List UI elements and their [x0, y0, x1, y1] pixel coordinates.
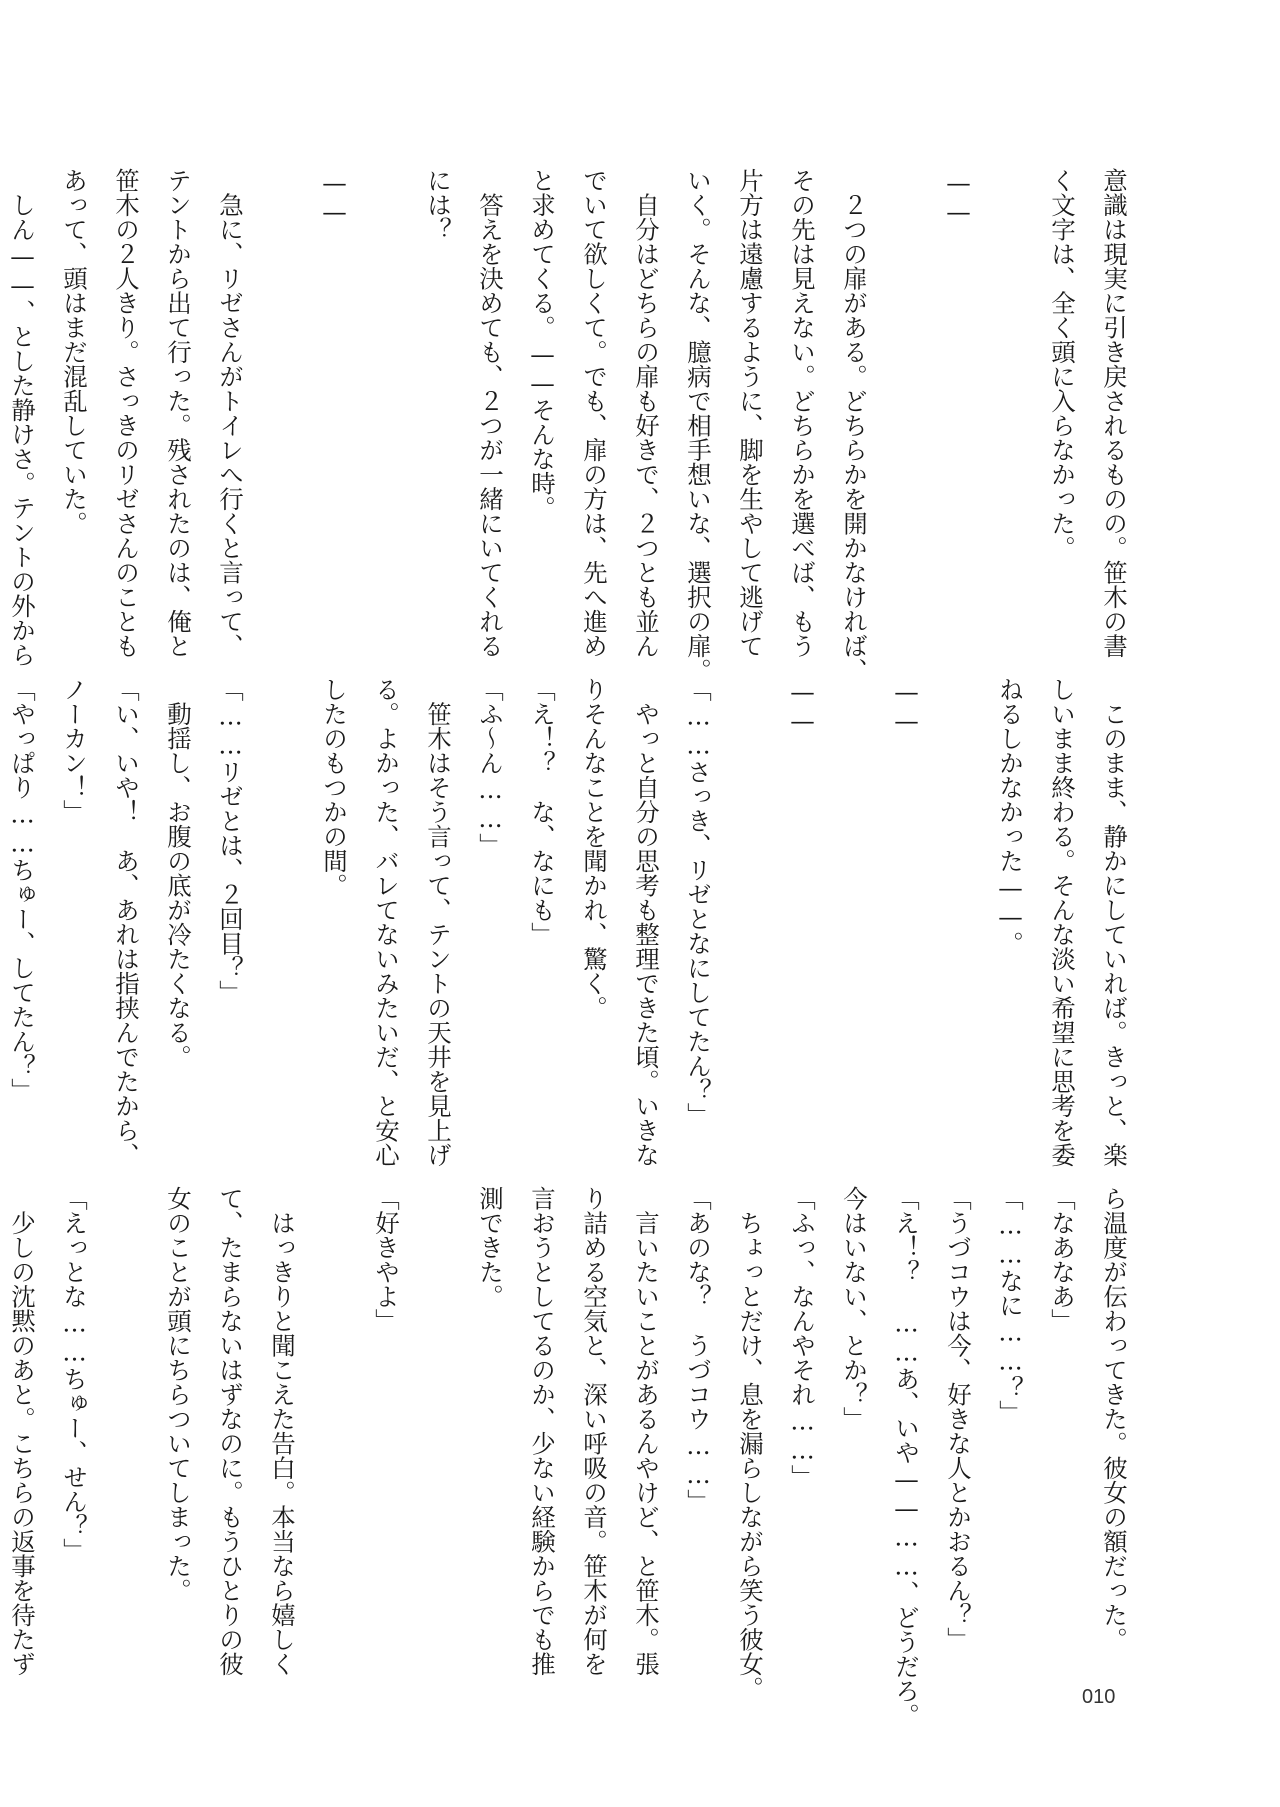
text-line: ノーカン！」 [60, 677, 89, 824]
blank-line [100, 1186, 152, 1648]
text-line: 「……リゼとは、２回目？」 [216, 677, 245, 1005]
text-line: 「ふっ、なんやそれ……」 [788, 1186, 817, 1489]
text-line: でいて欲しくて。でも、扉の方は、先へ進め [580, 168, 609, 658]
text-line: しいまま終わる。そんな淡い希望に思考を委 [1048, 677, 1077, 1167]
text-line: 「ふ〜ん……」 [476, 677, 505, 858]
text-line: このまま、静かにしていれば。きっと、楽 [1100, 677, 1129, 1167]
text-line: て、たまらないはずなのに。もうひとりの彼 [216, 1186, 245, 1676]
text-line: ２つの扉がある。どちらかを開かなければ、 [840, 168, 869, 683]
text-line: 急に、リゼさんがトイレへ行くと言って、 [216, 168, 245, 658]
text-line: —— [788, 677, 817, 735]
text-line: 「えっとな……ちゅー、せん？」 [60, 1186, 89, 1563]
text-line: 「い、いや！ あ、あれは指挟んでたから、 [112, 677, 141, 1167]
text-line: 「……なに……？」 [996, 1186, 1025, 1425]
text-line: したのもつかの間。 [320, 677, 349, 898]
blank-line [724, 677, 776, 1139]
blank-line [256, 677, 308, 1139]
text-line: 測できた。 [476, 1186, 505, 1309]
text-line: 「うづコウは今、好きな人とかおるん？」 [944, 1186, 973, 1652]
text-line: には？ [424, 168, 453, 242]
text-line: 言いたいことがあるんやけど、と笹木。張 [632, 1186, 661, 1676]
blank-line [308, 1186, 360, 1648]
text-line: やっと自分の思考も整理できた頃。いきな [632, 677, 661, 1167]
text-line: 答えを決めても、２つが一緒にいてくれる [476, 168, 505, 658]
text-line: く文字は、全く頭に入らなかった。 [1048, 168, 1077, 560]
text-line: 自分はどちらの扉も好きで、２つとも並ん [632, 168, 661, 658]
text-line: —— [320, 168, 349, 226]
text-line: はっきりと聞こえた告白。本当なら嬉しく [268, 1186, 297, 1676]
text-line: 意識は現実に引き戻されるものの。笹木の書 [1100, 168, 1129, 658]
blank-line [932, 677, 984, 1139]
text-line: 女のことが頭にちらついてしまった。 [164, 1186, 193, 1603]
text-line: 笹木の２人きり。さっきのリゼさんのことも [112, 168, 141, 658]
text-line: り詰める空気と、深い呼吸の音。笹木が何を [580, 1186, 609, 1676]
text-line: 「なあなあ」 [1048, 1186, 1077, 1333]
text-line: —— [892, 677, 921, 735]
text-line: 「え！？ な、なにも」 [528, 677, 557, 947]
blank-line [828, 677, 880, 1139]
text-tier-top [8, 168, 1140, 683]
blank-line [360, 168, 412, 630]
page-number: 010 [1082, 1686, 1116, 1708]
text-line: いく。そんな、臆病で相手想いな、選択の扉。 [684, 168, 713, 683]
text-line: と求めてくる。——そんな時。 [528, 168, 557, 520]
text-line: しん——、とした静けさ。テントの外から [8, 168, 37, 667]
text-line: —— [944, 168, 973, 226]
text-line: あって、頭はまだ混乱していた。 [60, 168, 89, 536]
text-line: 言おうとしてるのか、少ない経験からでも推 [528, 1186, 557, 1676]
text-line: ちょっとだけ、息を漏らしながら笑う彼女。 [736, 1186, 765, 1701]
text-line: 「……さっき、リゼとなにしてたん？」 [684, 677, 713, 1127]
text-line: 今はいない、とか？」 [840, 1186, 869, 1431]
text-line: ねるしかなかった——。 [996, 677, 1025, 956]
blank-line [880, 168, 932, 630]
text-line: 笹木はそう言って、テントの天井を見上げ [424, 677, 453, 1167]
text-line: ら温度が伝わってきた。彼女の額だった。 [1100, 1186, 1129, 1652]
text-line: 「え！？ ……あ、いや——……、どうだろ。 [892, 1186, 921, 1728]
blank-line [412, 1186, 464, 1648]
text-line: 片方は遠慮するように、脚を生やして逃げて [736, 168, 765, 658]
text-line: る。よかった、バレてないみたいだ、と安心 [372, 677, 401, 1167]
text-line: 動揺し、お腹の底が冷たくなる。 [164, 677, 193, 1069]
text-line: 「あのな？ うづコウ……」 [684, 1186, 713, 1514]
text-line: その先は見えない。どちらかを選べば、もう [788, 168, 817, 658]
blank-line [256, 168, 308, 630]
text-line: りそんなことを聞かれ、驚く。 [580, 677, 609, 1020]
text-line: 「やっぱり……ちゅー、してたん？」 [8, 677, 37, 1103]
text-tier-middle [8, 677, 1140, 1167]
text-line: テントから出て行った。残されたのは、俺と [164, 168, 193, 658]
text-line: 少しの沈黙のあと。こちらの返事を待たず [8, 1186, 37, 1676]
text-line: 「好きやよ」 [372, 1186, 401, 1333]
blank-line [984, 168, 1036, 630]
